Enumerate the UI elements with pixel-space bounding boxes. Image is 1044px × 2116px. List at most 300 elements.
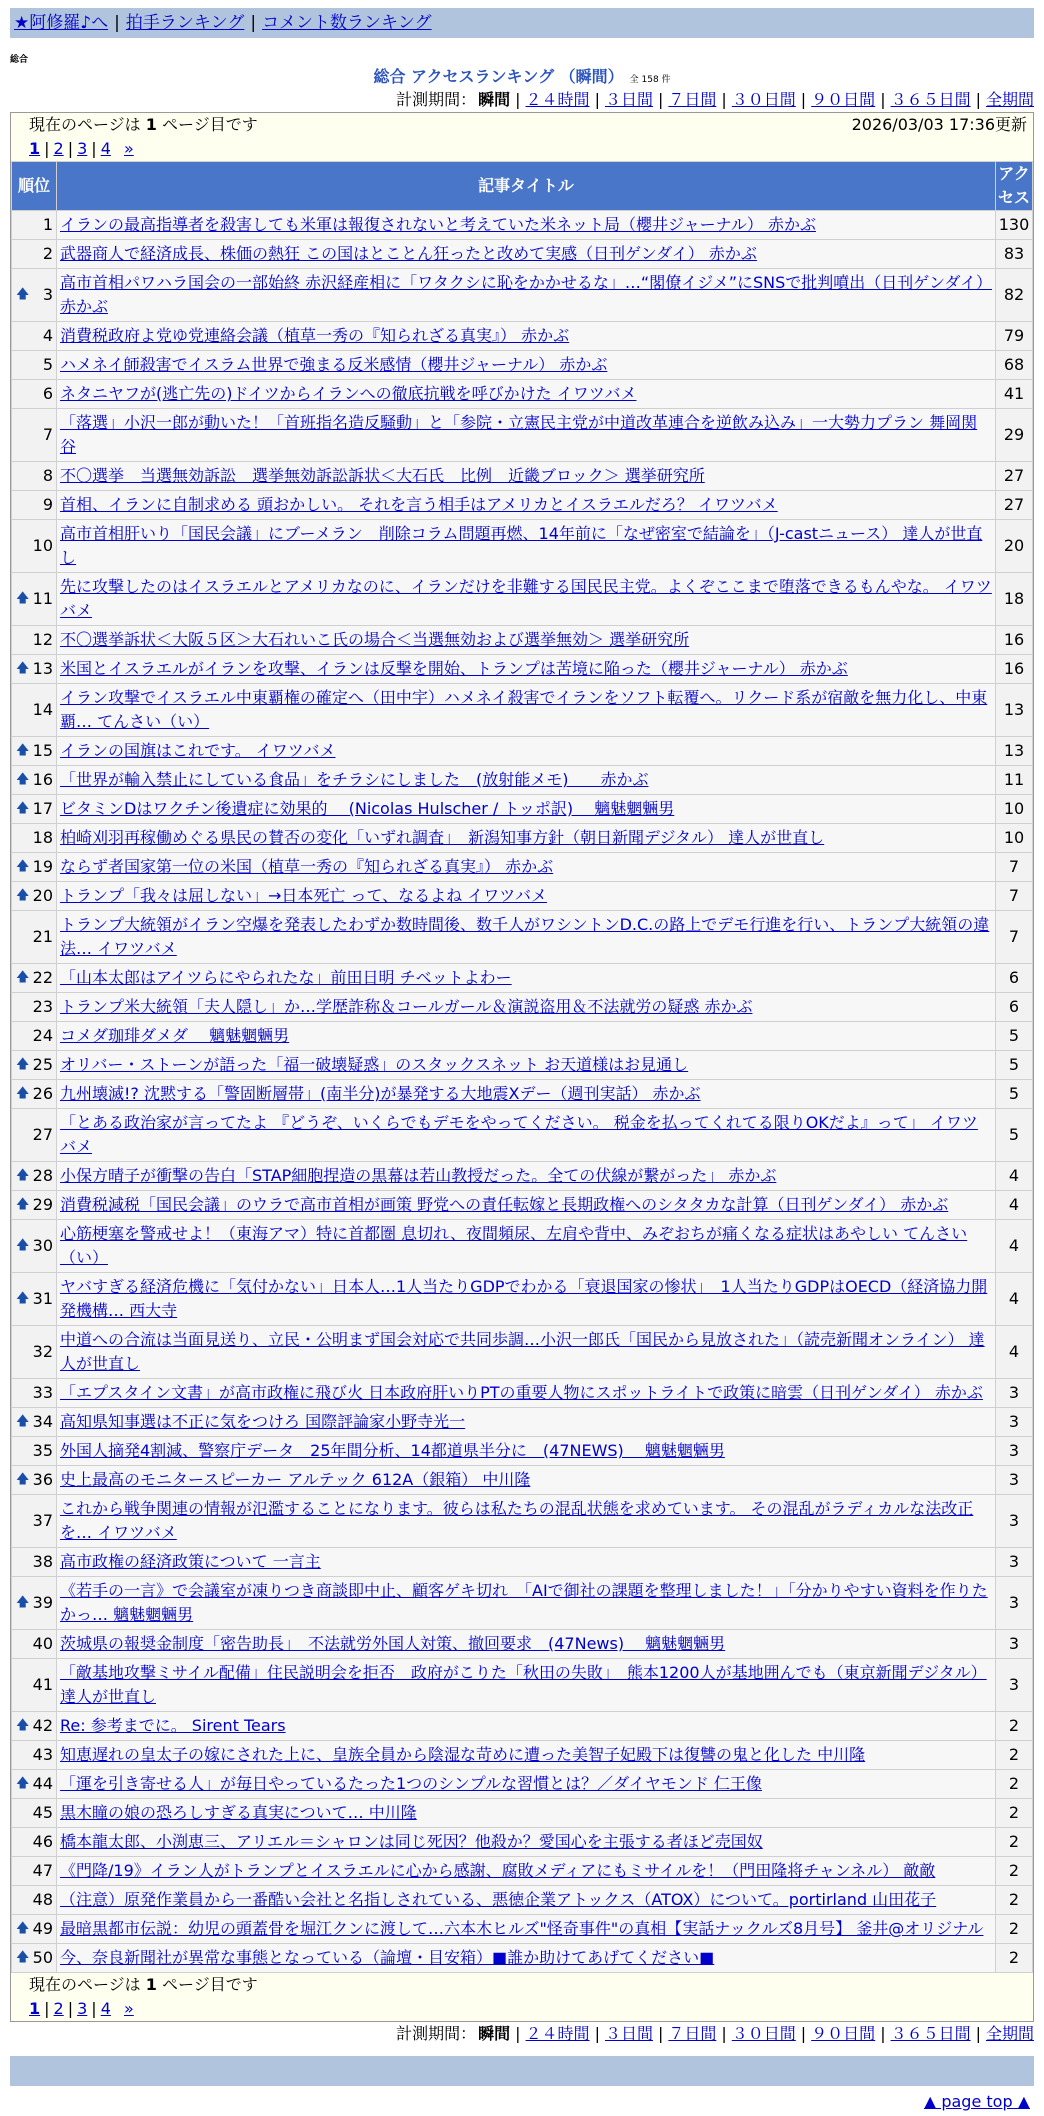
up-arrow-icon: 🡅 — [16, 1472, 30, 1487]
period-option[interactable]: ２４時間 — [525, 90, 590, 109]
period-option[interactable]: ３０日間 — [731, 2024, 796, 2043]
period-option[interactable]: ７日間 — [668, 2024, 717, 2043]
access-count: 3 — [996, 1466, 1033, 1495]
article-link[interactable]: 「エプスタイン文書」が高市政権に飛び火 日本政府肝いりPTの重要人物にスポットライトで政策に暗雲（日刊ゲンダイ） 赤かぶ — [60, 1383, 983, 1402]
up-arrow-icon: 🡅 — [16, 1197, 30, 1212]
title-cell — [57, 1770, 996, 1799]
rank-number: 34 — [32, 1412, 53, 1431]
rank-cell — [12, 351, 57, 380]
table-row — [12, 737, 1033, 766]
up-arrow-icon: 🡅 — [16, 1168, 30, 1183]
up-arrow-icon: 🡅 — [16, 772, 30, 787]
table-row — [12, 1915, 1033, 1944]
rank-cell — [12, 1220, 57, 1273]
period-separator: | — [975, 2024, 981, 2043]
access-count: 2 — [996, 1770, 1033, 1799]
pager-separator: | — [67, 139, 74, 158]
table-row — [12, 1109, 1033, 1162]
article-link[interactable]: 先に攻撃したのはイスラエルとアメリカなのに、イランだけを非難する国民民主党。よくぞここまで堕落できるもんやな。 イワツバメ — [60, 577, 992, 620]
title-cell — [57, 882, 996, 911]
table-row — [12, 1577, 1033, 1630]
page-top-row — [10, 2086, 1034, 2116]
period-separator: | — [721, 90, 727, 109]
rank-cell — [12, 1162, 57, 1191]
rank-number: 31 — [32, 1289, 53, 1308]
title-cell — [57, 1162, 996, 1191]
rank-cell — [12, 1944, 57, 1973]
article-link[interactable]: 《門降/19》イラン人がトランプとイスラエルに心から感謝、腐敗メディアにもミサイルを！（門田隆将チャンネル） 敵敵 — [60, 1861, 936, 1880]
access-count: 10 — [996, 824, 1033, 853]
rank-number: 37 — [32, 1511, 53, 1530]
access-count: 18 — [996, 573, 1033, 626]
rank-number: 45 — [32, 1803, 53, 1822]
access-count: 4 — [996, 1191, 1033, 1220]
table-row — [12, 1220, 1033, 1273]
up-arrow-icon: 🡅 — [16, 1595, 30, 1610]
article-link[interactable]: 今、奈良新聞社が異常な事態となっている（論壇・目安箱）■誰か助けてあげてください■ — [60, 1948, 715, 1967]
title-cell — [57, 211, 996, 240]
rank-cell — [12, 1828, 57, 1857]
up-arrow-icon: 🡅 — [16, 661, 30, 676]
nav-separator: | — [114, 13, 120, 33]
rank-number: 47 — [32, 1861, 53, 1880]
table-row — [12, 1857, 1033, 1886]
article-link[interactable]: ネタニヤフが(逃亡先の)ドイツからイランへの徹底抗戦を呼びかけた イワツバメ — [60, 384, 637, 403]
rank-number: 10 — [32, 536, 53, 555]
access-count: 2 — [996, 1886, 1033, 1915]
title-cell — [57, 380, 996, 409]
article-link[interactable]: ならず者国家第一位の米国（植草一秀の『知られざる真実』） 赤かぶ — [60, 857, 554, 876]
access-count: 3 — [996, 1495, 1033, 1548]
up-arrow-icon: 🡅 — [16, 1921, 30, 1936]
table-row — [12, 380, 1033, 409]
article-link[interactable]: イラン攻撃でイスラエル中東覇権の確定へ（田中宇）ハメネイ殺害でイランをソフト転覆へ。リクード系が宿敵を無力化し、中東覇… てんさい（い） — [60, 688, 988, 731]
table-row — [12, 655, 1033, 684]
table-row — [12, 269, 1033, 322]
article-link[interactable]: 不〇選挙訴状＜大阪５区＞大石れいこ氏の場合＜当選無効および選挙無効＞ 選挙研究所 — [60, 630, 690, 649]
up-arrow-icon: 🡅 — [16, 591, 30, 606]
rank-cell — [12, 1437, 57, 1466]
title-cell — [57, 1191, 996, 1220]
up-arrow-icon: 🡅 — [16, 859, 30, 874]
rank-cell — [12, 1326, 57, 1379]
rank-cell — [12, 684, 57, 737]
page-title — [10, 66, 1034, 88]
access-count: 68 — [996, 351, 1033, 380]
pager-current-page[interactable]: 1 — [29, 139, 41, 158]
updated-timestamp: 2026/03/03 17:36更新 — [851, 115, 1027, 134]
rank-number: 9 — [42, 495, 53, 514]
access-count: 79 — [996, 322, 1033, 351]
period-option[interactable]: 全期間 — [985, 2024, 1034, 2043]
access-count: 4 — [996, 1326, 1033, 1379]
pager-spacer — [115, 139, 120, 158]
rank-cell — [12, 240, 57, 269]
table-row — [12, 211, 1033, 240]
rank-cell — [12, 1548, 57, 1577]
table-row — [12, 1408, 1033, 1437]
up-arrow-icon: 🡅 — [16, 970, 30, 985]
rank-number: 17 — [32, 799, 53, 818]
pager-next-link[interactable]: » — [123, 139, 134, 158]
rank-number: 19 — [32, 857, 53, 876]
nav-separator: | — [250, 13, 257, 33]
article-link[interactable]: これから戦争関連の情報が氾濫することになります。彼らは私たちの混乱状態を求めています。 その混乱がラディカルな法改正を… イワツバメ — [60, 1499, 974, 1542]
applause-ranking-link[interactable]: 拍手ランキング — [125, 13, 245, 33]
period-selector-bottom — [10, 2022, 1034, 2046]
access-count: 83 — [996, 240, 1033, 269]
rank-number: 16 — [32, 770, 53, 789]
footer-bar — [10, 2056, 1034, 2086]
access-count: 16 — [996, 655, 1033, 684]
access-count: 82 — [996, 269, 1033, 322]
article-link[interactable]: 「運を引き寄せる人」が毎日やっているたった1つのシンプルな習慣とは？／ダイヤモンド 仁王像 — [60, 1774, 762, 1793]
rank-cell — [12, 1712, 57, 1741]
title-cell — [57, 1712, 996, 1741]
access-count: 27 — [996, 491, 1033, 520]
pager-page-link[interactable]: 3 — [77, 1999, 88, 2018]
article-link[interactable]: Re: 参考までに。 Sirent Tears — [60, 1716, 286, 1735]
period-option[interactable]: ３日間 — [604, 90, 653, 109]
table-row — [12, 1799, 1033, 1828]
rank-cell — [12, 1770, 57, 1799]
rank-number: 25 — [32, 1055, 53, 1074]
rank-number: 6 — [42, 384, 53, 403]
rank-cell — [12, 1051, 57, 1080]
page-top-link[interactable]: ▲ page top ▲ — [923, 2092, 1030, 2111]
total-count: 全 158 件 — [629, 75, 671, 85]
rank-number: 41 — [32, 1675, 53, 1694]
article-link[interactable]: 最暗黒都市伝説：幼児の頭蓋骨を堀江クンに渡して…六本木ヒルズ"怪奇事件"の真相【実話ナックルズ8月号】 釜井@オリジナル — [60, 1919, 984, 1938]
table-row — [12, 626, 1033, 655]
pager-page-link[interactable]: 4 — [100, 1999, 111, 2018]
table-row — [12, 1080, 1033, 1109]
pager-separator: | — [91, 1999, 97, 2018]
article-link[interactable]: 「とある政治家が言ってたよ 『どうぞ、いくらでもデモをやってください。 税金を払ってくれてる限りOKだよ』って」 イワツバメ — [60, 1113, 978, 1156]
period-separator: | — [975, 90, 981, 109]
up-arrow-icon: 🡅 — [16, 1776, 30, 1791]
rank-number: 29 — [32, 1195, 53, 1214]
rank-cell — [12, 1109, 57, 1162]
rank-cell — [12, 882, 57, 911]
home-link[interactable]: ★阿修羅♪へ — [14, 13, 109, 33]
article-link[interactable]: 小保方晴子が衝撃の告白「STAP細胞捏造の黒幕は若山教授だった。全ての伏線が繋がった」 赤かぶ — [60, 1166, 777, 1185]
table-row — [12, 853, 1033, 882]
period-separator: | — [880, 90, 886, 109]
rank-cell — [12, 993, 57, 1022]
access-count: 5 — [996, 1109, 1033, 1162]
page-info — [11, 113, 1033, 137]
article-link[interactable]: 外国人摘発4割減、警察庁データ 25年間分析、14都道県半分に (47NEWS) 魑魅魍魎男 — [60, 1441, 725, 1460]
period-option[interactable]: ７日間 — [668, 90, 717, 109]
access-count: 3 — [996, 1630, 1033, 1659]
article-link[interactable]: 史上最高のモニタースピーカー アルテック 612A（銀箱） 中川隆 — [60, 1470, 531, 1489]
title-cell — [57, 1408, 996, 1437]
period-separator: | — [594, 90, 600, 109]
period-option[interactable]: ３０日間 — [731, 90, 796, 109]
rank-number: 36 — [32, 1470, 53, 1489]
title-cell — [57, 240, 996, 269]
up-arrow-icon: 🡅 — [16, 1950, 30, 1965]
table-row — [12, 882, 1033, 911]
access-count: 16 — [996, 626, 1033, 655]
access-count: 3 — [996, 1577, 1033, 1630]
table-row — [12, 520, 1033, 573]
rank-number: 26 — [32, 1084, 53, 1103]
article-link[interactable]: ハメネイ師殺害でイスラム世界で強まる反米感情（櫻井ジャーナル） 赤かぶ — [60, 355, 608, 374]
table-row — [12, 1162, 1033, 1191]
article-link[interactable]: 知恵遅れの皇太子の嫁にされた上に、皇族全員から陰湿な苛めに遭った美智子妃殿下は復讐の鬼と化した 中川隆 — [60, 1745, 866, 1764]
pager-page-link[interactable]: 3 — [77, 139, 88, 158]
access-count: 27 — [996, 462, 1033, 491]
title-cell — [57, 1799, 996, 1828]
rank-number: 28 — [32, 1166, 53, 1185]
article-link[interactable]: コメダ珈琲ダメダ 魑魅魍魎男 — [60, 1026, 290, 1045]
rank-cell — [12, 964, 57, 993]
header-count: アクセス — [996, 162, 1033, 211]
title-cell — [57, 684, 996, 737]
rank-number: 24 — [32, 1026, 53, 1045]
table-row — [12, 1886, 1033, 1915]
up-arrow-icon: 🡅 — [16, 801, 30, 816]
period-option[interactable]: ３６５日間 — [890, 2024, 971, 2043]
rank-number: 11 — [32, 589, 53, 608]
table-row — [12, 911, 1033, 964]
rank-number: 12 — [32, 630, 53, 649]
rank-cell — [12, 269, 57, 322]
article-link[interactable]: 高市政権の経済政策について 一言主 — [60, 1552, 321, 1571]
article-link[interactable]: 武器商人で経済成長、株価の熱狂 この国はとことん狂ったと改めて実感（日刊ゲンダイ） 赤かぶ — [60, 244, 757, 263]
article-link[interactable]: 「山本太郎はアイツらにやられたな」前田日明 チベットよわー — [60, 968, 512, 987]
article-link[interactable]: 《若手の一言》で会議室が凍りつき商談即中止、顧客ゲキ切れ 「AIで御社の課題を整理しました！」「分かりやすい資料を作りたかっ… 魑魅魍魎男 — [60, 1581, 988, 1624]
period-separator: | — [721, 2024, 727, 2043]
period-label: 計測期間： — [396, 90, 477, 109]
rank-cell — [12, 520, 57, 573]
period-option[interactable]: ３６５日間 — [890, 90, 971, 109]
pager-page-link[interactable]: 4 — [100, 139, 111, 158]
title-cell — [57, 1886, 996, 1915]
access-count: 130 — [996, 211, 1033, 240]
rank-cell — [12, 211, 57, 240]
article-link[interactable]: 高市首相肝いり「国民会議」にブーメラン 削除コラム問題再燃、14年前に「なぜ密室で結論を」（J-castニュース） 達人が世直し — [60, 524, 983, 567]
article-link[interactable]: 「落選」小沢一郎が動いた！「首班指名造反騒動」と「参院・立憲民主党が中道改革連合を逆飲み込み」一大勢力プラン 舞岡関谷 — [60, 413, 978, 456]
table-row — [12, 1437, 1033, 1466]
period-option[interactable]: ３日間 — [604, 2024, 653, 2043]
title-cell — [57, 573, 996, 626]
access-count: 6 — [996, 964, 1033, 993]
rank-number: 44 — [32, 1774, 53, 1793]
article-link[interactable]: 米国とイスラエルがイランを攻撃、イランは反撃を開始、トランプは苦境に陥った（櫻井ジャーナル） 赤かぶ — [60, 659, 848, 678]
pager-page-link[interactable]: 2 — [53, 139, 64, 158]
access-count: 10 — [996, 795, 1033, 824]
access-count: 5 — [996, 1051, 1033, 1080]
table-row — [12, 1466, 1033, 1495]
title-cell — [57, 853, 996, 882]
up-arrow-icon: 🡅 — [16, 1414, 30, 1429]
title-cell — [57, 1051, 996, 1080]
article-link[interactable]: 消費税政府よ党ゆ党連絡会議（植草一秀の『知られざる真実』） 赤かぶ — [60, 326, 570, 345]
category-label: 総合 — [10, 55, 29, 65]
rank-cell — [12, 409, 57, 462]
article-link[interactable]: 消費税減税「国民会議」のウラで高市首相が画策 野党への責任転嫁と長期政権へのシタタカな計算（日刊ゲンダイ） 赤かぶ — [60, 1195, 949, 1214]
access-count: 7 — [996, 882, 1033, 911]
pager-page-link[interactable]: 2 — [53, 1999, 64, 2018]
article-link[interactable]: 首相、イランに自制求める 頭おかしい。 それを言う相手はアメリカとイスラエルだろ？ イワツバメ — [60, 495, 778, 514]
article-link[interactable]: 柏崎刈羽再稼働めぐる県民の賛否の変化「いずれ調査」 新潟知事方針（朝日新聞デジタル） 達人が世直し — [60, 828, 825, 847]
title-cell — [57, 1220, 996, 1273]
up-arrow-icon: 🡅 — [16, 1086, 30, 1101]
rank-cell — [12, 853, 57, 882]
access-count: 4 — [996, 1220, 1033, 1273]
article-link[interactable]: 高知県知事選は不正に気をつけろ 国際評論家小野寺光一 — [60, 1412, 466, 1431]
title-cell — [57, 993, 996, 1022]
period-separator: | — [657, 90, 664, 109]
period-current: 瞬間 — [478, 2024, 511, 2043]
article-link[interactable]: 中道への合流は当面見送り、立民・公明まず国会対応で共同歩調…小沢一郎氏「国民から見放された」（読売新聞オンライン） 達人が世直し — [60, 1330, 985, 1373]
table-row — [12, 322, 1033, 351]
access-count: 2 — [996, 1712, 1033, 1741]
article-link[interactable]: 「世界が輸入禁止にしている食品」をチラシにしました (放射能メモ) 赤かぶ — [60, 770, 649, 789]
article-link[interactable]: 「敵基地攻撃ミサイル配備」住民説明会を拒否 政府がこりた「秋田の失敗」 熊本1200人が基地囲んでも（東京新聞デジタル） 達人が世直し — [60, 1663, 987, 1706]
ranking-title: 総合 アクセスランキング （瞬間） — [373, 67, 624, 86]
article-link[interactable]: 不〇選挙 当選無効訴訟 選挙無効訴訟訴状＜大石氏 比例 近畿ブロック＞ 選挙研究所 — [60, 466, 705, 485]
rank-number: 42 — [32, 1716, 53, 1735]
title-cell — [57, 1466, 996, 1495]
access-count: 13 — [996, 737, 1033, 766]
period-option[interactable]: ２４時間 — [525, 2024, 590, 2043]
title-cell — [57, 1022, 996, 1051]
pager — [11, 137, 1033, 161]
table-row — [12, 766, 1033, 795]
rank-cell — [12, 1577, 57, 1630]
article-link[interactable]: トランプ米大統領「夫人隠し」か…学歴詐称＆コールガール＆演説盗用＆不法就労の疑惑 赤かぶ — [60, 997, 753, 1016]
rank-cell — [12, 1741, 57, 1770]
pager-next-link[interactable]: » — [123, 1999, 134, 2018]
ranking-table — [11, 161, 1033, 1973]
article-link[interactable]: ビタミンDはワクチン後遺症に効果的 (Nicolas Hulscher / トッポ訳) 魑魅魍魎男 — [60, 799, 675, 818]
access-count: 11 — [996, 766, 1033, 795]
rank-number: 14 — [32, 700, 53, 719]
pager-separator: | — [91, 139, 97, 158]
article-link[interactable]: 黒木瞳の娘の恐ろしすぎる真実について… 中川隆 — [60, 1803, 417, 1822]
access-count: 6 — [996, 993, 1033, 1022]
rank-cell — [12, 626, 57, 655]
rank-cell — [12, 737, 57, 766]
table-row — [12, 824, 1033, 853]
article-link[interactable]: 心筋梗塞を警戒せよ！（東海アマ）特に首都圏 息切れ、夜間頻尿、左肩や背中、みぞおちが痛くなる症状はあやしい てんさい（い） — [60, 1224, 968, 1267]
rank-cell — [12, 795, 57, 824]
rank-cell — [12, 1022, 57, 1051]
period-separator: | — [594, 2024, 600, 2043]
rank-number: 5 — [42, 355, 53, 374]
access-count: 2 — [996, 1828, 1033, 1857]
table-row — [12, 1828, 1033, 1857]
header-rank: 順位 — [12, 162, 57, 211]
access-count: 5 — [996, 1080, 1033, 1109]
period-separator: | — [800, 90, 807, 109]
article-link[interactable]: トランプ大統領がイラン空爆を発表したわずか数時間後、数千人がワシントンD.C.の路上でデモ行進を行い、トランプ大統領の違法… イワツバメ — [60, 915, 990, 958]
title-cell — [57, 1326, 996, 1379]
access-count: 2 — [996, 1857, 1033, 1886]
rank-number: 48 — [32, 1890, 53, 1909]
rank-number: 50 — [32, 1948, 53, 1967]
article-link[interactable]: 橋本龍太郎、小渕恵三、アリエル＝シャロンは同じ死因？他殺か？愛国心を主張する者ほど売国奴 — [60, 1832, 763, 1851]
pager-separator: | — [67, 1999, 74, 2018]
table-row — [12, 1630, 1033, 1659]
table-row — [12, 1022, 1033, 1051]
article-link[interactable]: 茨城県の報奨金制度「密告助長」 不法就労外国人対策、撤回要求 (47News) 魑魅魍魎男 — [60, 1634, 726, 1653]
period-option[interactable]: ９０日間 — [811, 2024, 876, 2043]
comment-ranking-link[interactable]: コメント数ランキング — [262, 13, 432, 33]
period-option[interactable]: ９０日間 — [811, 90, 876, 109]
article-link[interactable]: 九州壊滅!? 沈黙する「警固断層帯」(南半分)が暴発する大地震Xデー（週刊実話） 赤かぶ — [60, 1084, 701, 1103]
title-cell — [57, 1857, 996, 1886]
rank-number: 21 — [32, 927, 53, 946]
rank-cell — [12, 1886, 57, 1915]
pager-current-page[interactable]: 1 — [29, 1999, 41, 2018]
rank-cell — [12, 911, 57, 964]
title-cell — [57, 1741, 996, 1770]
rank-number: 20 — [32, 886, 53, 905]
rank-cell — [12, 655, 57, 684]
title-cell — [57, 626, 996, 655]
access-count: 29 — [996, 409, 1033, 462]
article-link[interactable]: トランプ「我々は屈しない」→日本死亡 って、なるよね イワツバメ — [60, 886, 547, 905]
access-count: 41 — [996, 380, 1033, 409]
access-count: 4 — [996, 1273, 1033, 1326]
access-count: 20 — [996, 520, 1033, 573]
period-separator: | — [657, 2024, 664, 2043]
article-link[interactable]: オリバー・ストーンが語った「福一破壊疑惑」のスタックスネット お天道様はお見通し — [60, 1055, 689, 1074]
rank-cell — [12, 462, 57, 491]
article-link[interactable]: イランの最高指導者を殺害しても米軍は報復されないと考えていた米ネット局（櫻井ジャーナル） 赤かぶ — [60, 215, 816, 234]
title-cell — [57, 1437, 996, 1466]
article-link[interactable]: イランの国旗はこれです。 イワツバメ — [60, 741, 336, 760]
access-count: 13 — [996, 684, 1033, 737]
access-count: 3 — [996, 1659, 1033, 1712]
table-row — [12, 684, 1033, 737]
title-cell — [57, 1080, 996, 1109]
table-header-row — [12, 162, 1033, 211]
up-arrow-icon: 🡅 — [16, 1238, 30, 1253]
rank-cell — [12, 1466, 57, 1495]
rank-cell — [12, 1495, 57, 1548]
article-link[interactable]: 高市首相パワハラ国会の一部始終 赤沢経産相に「ワタクシに恥をかかせるな」…“閣僚イジメ”にSNSで批判噴出（日刊ゲンダイ） 赤かぶ — [60, 273, 993, 316]
period-option[interactable]: 全期間 — [985, 90, 1034, 109]
period-separator: | — [515, 90, 521, 109]
period-current: 瞬間 — [478, 90, 511, 109]
rank-cell — [12, 1379, 57, 1408]
pager-spacer — [115, 1999, 120, 2018]
top-nav-bar — [10, 8, 1034, 38]
rank-cell — [12, 766, 57, 795]
access-count: 5 — [996, 1022, 1033, 1051]
title-cell — [57, 795, 996, 824]
rank-number: 27 — [32, 1125, 53, 1144]
title-cell — [57, 1659, 996, 1712]
rank-cell — [12, 573, 57, 626]
title-cell — [57, 1828, 996, 1857]
article-link[interactable]: ヤバすぎる経済危機に「気付かない」日本人…1人当たりGDPでわかる「衰退国家の惨状」 1人当たりGDPはOECD（経済協力開発機構… 西大寺 — [60, 1277, 988, 1320]
article-link[interactable]: （注意）原発作業員から一番酷い会社と名指しされている、悪徳企業アトックス（ATOX）について。portirland 山田花子 — [60, 1890, 937, 1909]
title-cell — [57, 911, 996, 964]
access-count: 3 — [996, 1379, 1033, 1408]
access-count: 2 — [996, 1799, 1033, 1828]
title-cell — [57, 1273, 996, 1326]
title-cell — [57, 964, 996, 993]
access-count: 7 — [996, 911, 1033, 964]
rank-number: 40 — [32, 1634, 53, 1653]
